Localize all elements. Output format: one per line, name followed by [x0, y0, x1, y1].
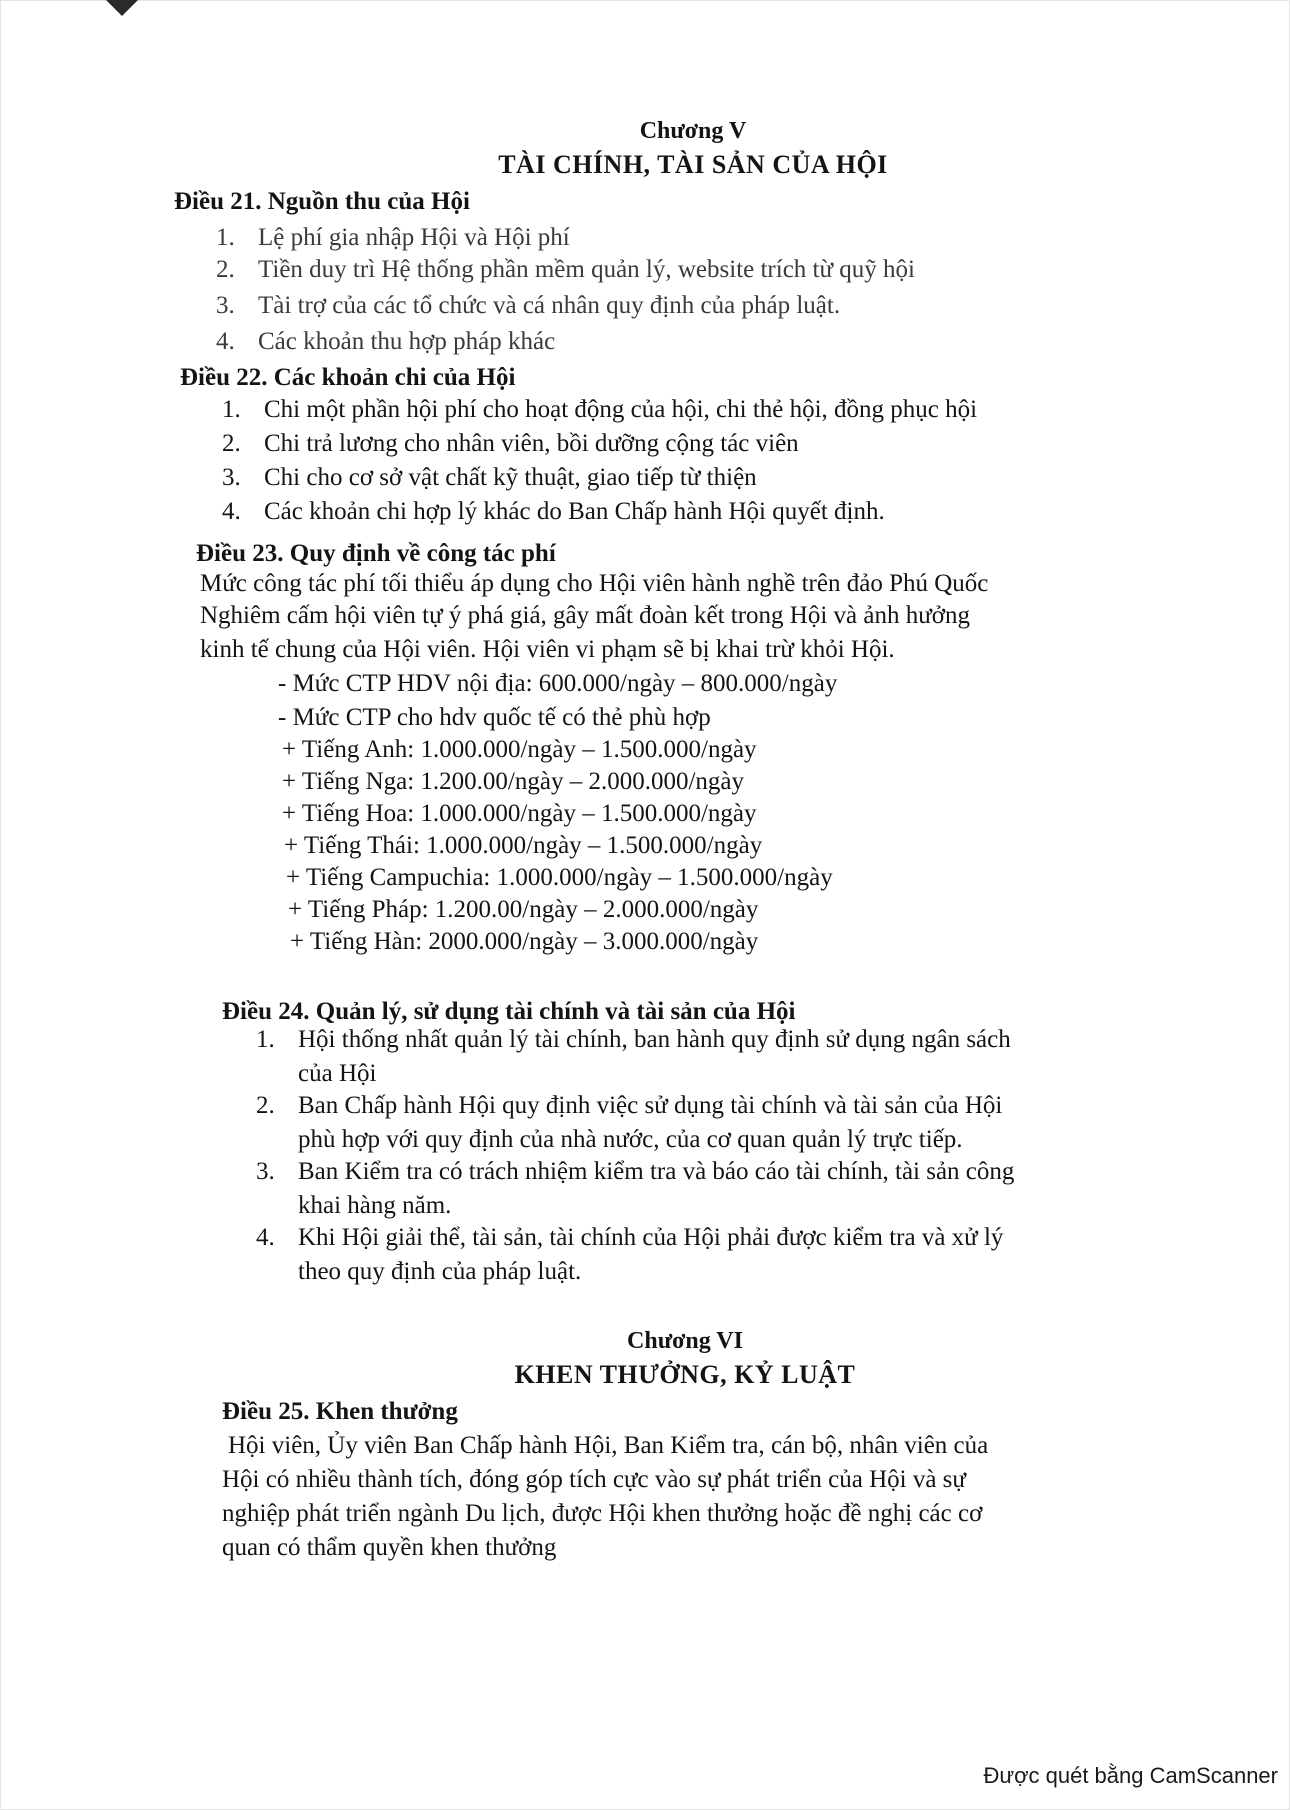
- rate-line: - Mức CTP cho hdv quốc tế có thẻ phù hợp: [278, 704, 711, 731]
- article-21-item: 3. Tài trợ của các tổ chức và cá nhân quy định của pháp luật.: [216, 292, 841, 319]
- article-24-heading: Điều 24. Quản lý, sử dụng tài chính và tài sản của Hội: [222, 998, 796, 1025]
- chapter-vi-label: Chương VI: [627, 1328, 743, 1354]
- article-23-paragraph-line: Nghiêm cấm hội viên tự ý phá giá, gây mất đoàn kết trong Hội và ảnh hưởng: [200, 602, 971, 629]
- article-22-item: 1. Chi một phần hội phí cho hoạt động của hội, chi thẻ hội, đồng phục hội: [222, 396, 978, 423]
- chapter-v-title: TÀI CHÍNH, TÀI SẢN CỦA HỘI: [498, 150, 888, 179]
- rate-line: + Tiếng Nga: 1.200.00/ngày – 2.000.000/ngày: [282, 768, 745, 795]
- article-22-heading: Điều 22. Các khoản chi của Hội: [180, 364, 516, 391]
- article-24-item: 2. Ban Chấp hành Hội quy định việc sử dụng tài chính và tài sản của Hội: [256, 1092, 1003, 1119]
- rate-line: + Tiếng Thái: 1.000.000/ngày – 1.500.000/ngày: [284, 832, 763, 859]
- article-21-item: 1. Lệ phí gia nhập Hội và Hội phí: [216, 224, 570, 251]
- article-24-item-continuation: của Hội: [298, 1060, 377, 1087]
- article-23-paragraph-line: Mức công tác phí tối thiểu áp dụng cho Hội viên hành nghề trên đảo Phú Quốc: [200, 570, 989, 597]
- rate-line: + Tiếng Hoa: 1.000.000/ngày – 1.500.000/ngày: [282, 800, 757, 827]
- article-23-heading: Điều 23. Quy định về công tác phí: [196, 540, 556, 567]
- chapter-vi-title: KHEN THƯỞNG, KỶ LUẬT: [514, 1360, 856, 1389]
- article-25-heading: Điều 25. Khen thưởng: [222, 1398, 458, 1425]
- rate-line: + Tiếng Pháp: 1.200.00/ngày – 2.000.000/ngày: [288, 896, 759, 923]
- article-25-paragraph-line: nghiệp phát triển ngành Du lịch, được Hội khen thưởng hoặc đề nghị các cơ: [222, 1500, 983, 1527]
- camscanner-watermark: Được quét bằng CamScanner: [983, 1763, 1278, 1788]
- scan-corner-mark: [106, 0, 138, 16]
- article-21-item: 4. Các khoản thu hợp pháp khác: [216, 328, 556, 355]
- article-22-item: 2. Chi trả lương cho nhân viên, bồi dưỡng cộng tác viên: [222, 430, 799, 457]
- article-23-paragraph-line: kinh tế chung của Hội viên. Hội viên vi phạm sẽ bị khai trừ khỏi Hội.: [200, 636, 895, 663]
- rate-line: + Tiếng Anh: 1.000.000/ngày – 1.500.000/ngày: [282, 736, 757, 763]
- article-21-item: 2. Tiền duy trì Hệ thống phần mềm quản lý, website trích từ quỹ hội: [216, 256, 915, 283]
- article-25-paragraph-line: Hội viên, Ủy viên Ban Chấp hành Hội, Ban Kiểm tra, cán bộ, nhân viên của: [228, 1432, 989, 1459]
- article-21-heading: Điều 21. Nguồn thu của Hội: [174, 188, 470, 215]
- rate-line: + Tiếng Hàn: 2000.000/ngày – 3.000.000/ngày: [290, 928, 759, 955]
- article-24-item: 3. Ban Kiểm tra có trách nhiệm kiểm tra và báo cáo tài chính, tài sản công: [256, 1158, 1015, 1185]
- article-25-paragraph-line: quan có thẩm quyền khen thưởng: [222, 1534, 557, 1561]
- rate-line: - Mức CTP HDV nội địa: 600.000/ngày – 800.000/ngày: [278, 670, 838, 697]
- article-24-item-continuation: theo quy định của pháp luật.: [298, 1258, 582, 1285]
- article-22-item: 4. Các khoản chi hợp lý khác do Ban Chấp hành Hội quyết định.: [222, 498, 885, 525]
- article-22-item: 3. Chi cho cơ sở vật chất kỹ thuật, giao tiếp từ thiện: [222, 464, 757, 491]
- article-24-item: 1. Hội thống nhất quản lý tài chính, ban hành quy định sử dụng ngân sách: [256, 1026, 1011, 1053]
- article-24-item-continuation: phù hợp với quy định của nhà nước, của cơ quan quản lý trực tiếp.: [298, 1126, 963, 1153]
- rate-line: + Tiếng Campuchia: 1.000.000/ngày – 1.500.000/ngày: [286, 864, 833, 891]
- article-24-item: 4. Khi Hội giải thể, tài sản, tài chính của Hội phải được kiểm tra và xử lý: [256, 1224, 1004, 1251]
- chapter-v-label: Chương V: [639, 118, 747, 144]
- article-24-item-continuation: khai hàng năm.: [298, 1192, 452, 1219]
- article-25-paragraph-line: Hội có nhiều thành tích, đóng góp tích cực vào sự phát triển của Hội và sự: [222, 1466, 966, 1493]
